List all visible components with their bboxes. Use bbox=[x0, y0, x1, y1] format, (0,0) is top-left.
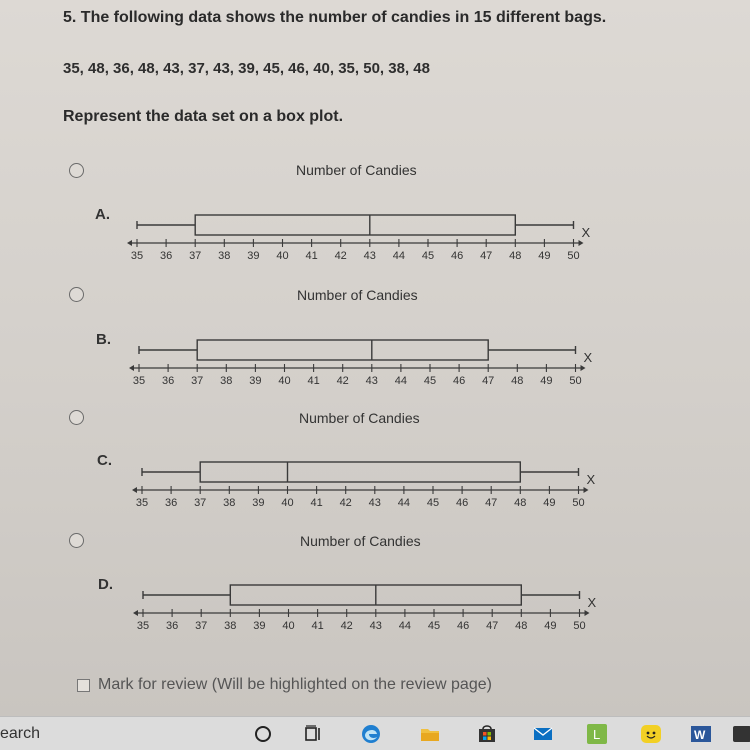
box-plot-d bbox=[130, 580, 600, 645]
axis-variable-label: X bbox=[586, 472, 596, 487]
tick-label: 41 bbox=[307, 375, 320, 387]
tick-label: 47 bbox=[486, 620, 499, 632]
tick-label: 46 bbox=[455, 497, 469, 509]
tick-label: 47 bbox=[485, 497, 498, 509]
option-letter-a: A. bbox=[95, 206, 110, 223]
svg-text:W: W bbox=[694, 728, 706, 742]
edge-icon[interactable] bbox=[360, 723, 382, 745]
review-checkbox[interactable] bbox=[77, 679, 90, 692]
tick-label: 47 bbox=[482, 375, 495, 387]
tick-label: 40 bbox=[278, 375, 291, 387]
box-plot-b bbox=[126, 335, 596, 400]
tick-label: 44 bbox=[394, 375, 408, 387]
option-c bbox=[0, 407, 750, 531]
option-letter-c: C. bbox=[97, 452, 112, 469]
tick-label: 37 bbox=[194, 497, 207, 509]
tick-label: 46 bbox=[452, 375, 466, 387]
axis-variable-label: X bbox=[583, 350, 593, 365]
tick-label: 38 bbox=[224, 620, 237, 632]
tick-label: 40 bbox=[282, 620, 295, 632]
tick-label: 44 bbox=[392, 250, 406, 262]
tick-label: 49 bbox=[538, 250, 551, 262]
box-plot-svg-b bbox=[126, 335, 596, 395]
tick-label: 41 bbox=[305, 250, 318, 262]
tick-label: 50 bbox=[573, 620, 586, 632]
tick-label: 39 bbox=[252, 497, 265, 509]
svg-text:L: L bbox=[593, 727, 601, 742]
radio-button-c[interactable] bbox=[69, 410, 84, 425]
tick-label: 36 bbox=[161, 375, 175, 387]
option-a bbox=[0, 160, 750, 284]
box-plot-c bbox=[129, 457, 599, 522]
tick-label: 40 bbox=[281, 497, 294, 509]
tick-label: 35 bbox=[130, 250, 144, 262]
axis-variable-label: X bbox=[587, 595, 597, 610]
left-arrow-icon bbox=[132, 487, 137, 493]
chat-app-icon[interactable] bbox=[640, 723, 662, 745]
right-arrow-icon bbox=[581, 365, 586, 371]
tick-label: 47 bbox=[480, 250, 493, 262]
taskbar bbox=[0, 716, 750, 750]
tick-label: 35 bbox=[132, 375, 146, 387]
tick-label: 48 bbox=[514, 497, 527, 509]
tick-label: 40 bbox=[276, 250, 289, 262]
left-arrow-icon bbox=[133, 610, 138, 616]
tick-label: 37 bbox=[191, 375, 204, 387]
tick-label: 48 bbox=[509, 250, 522, 262]
tick-label: 39 bbox=[249, 375, 262, 387]
tick-label: 42 bbox=[339, 497, 352, 509]
plot-title-b: Number of Candies bbox=[297, 287, 418, 303]
tick-label: 35 bbox=[136, 620, 150, 632]
iqr-box bbox=[195, 215, 515, 235]
right-arrow-icon bbox=[585, 610, 590, 616]
tick-label: 45 bbox=[427, 620, 441, 632]
box-plot-svg-d bbox=[130, 580, 600, 640]
learning-app-icon[interactable] bbox=[586, 723, 608, 745]
radio-button-d[interactable] bbox=[69, 533, 84, 548]
tick-label: 44 bbox=[397, 497, 411, 509]
option-letter-d: D. bbox=[98, 576, 113, 593]
tick-label: 39 bbox=[247, 250, 260, 262]
tick-label: 43 bbox=[365, 375, 378, 387]
tick-label: 36 bbox=[159, 250, 173, 262]
tick-label: 36 bbox=[165, 620, 179, 632]
tick-label: 46 bbox=[450, 250, 464, 262]
box-plot-svg-a bbox=[124, 210, 594, 270]
tick-label: 46 bbox=[456, 620, 470, 632]
tick-label: 48 bbox=[511, 375, 524, 387]
tick-label: 43 bbox=[363, 250, 376, 262]
tick-label: 50 bbox=[569, 375, 582, 387]
tick-label: 49 bbox=[540, 375, 553, 387]
left-arrow-icon bbox=[129, 365, 134, 371]
tick-label: 38 bbox=[223, 497, 236, 509]
store-icon[interactable] bbox=[476, 723, 498, 745]
tick-label: 37 bbox=[195, 620, 208, 632]
radio-button-b[interactable] bbox=[69, 287, 84, 302]
option-d bbox=[0, 530, 750, 654]
tick-label: 36 bbox=[164, 497, 178, 509]
plot-title-d: Number of Candies bbox=[300, 533, 421, 549]
right-arrow-icon bbox=[584, 487, 589, 493]
review-label: Mark for review (Will be highlighted on the review page) bbox=[98, 676, 492, 693]
app-icon[interactable] bbox=[732, 723, 750, 745]
tick-label: 41 bbox=[310, 497, 323, 509]
radio-button-a[interactable] bbox=[69, 163, 84, 178]
tick-label: 42 bbox=[334, 250, 347, 262]
tick-label: 41 bbox=[311, 620, 324, 632]
box-plot-svg-c bbox=[129, 457, 599, 517]
option-letter-b: B. bbox=[96, 331, 111, 348]
tick-label: 43 bbox=[368, 497, 381, 509]
question-data-line: 35, 48, 36, 48, 43, 37, 43, 39, 45, 46, 40, 35, 50, 38, 48 bbox=[63, 60, 430, 77]
tick-label: 39 bbox=[253, 620, 266, 632]
axis-variable-label: X bbox=[581, 225, 591, 240]
tick-label: 38 bbox=[220, 375, 233, 387]
tick-label: 42 bbox=[336, 375, 349, 387]
tick-label: 45 bbox=[423, 375, 437, 387]
tick-label: 42 bbox=[340, 620, 353, 632]
tick-label: 50 bbox=[567, 250, 580, 262]
mail-icon[interactable] bbox=[532, 723, 554, 745]
tick-label: 37 bbox=[189, 250, 202, 262]
question-instruction: Represent the data set on a box plot. bbox=[63, 108, 344, 125]
mark-for-review[interactable] bbox=[77, 674, 492, 696]
tick-label: 49 bbox=[544, 620, 557, 632]
plot-title-a: Number of Candies bbox=[296, 162, 417, 178]
tick-label: 44 bbox=[398, 620, 412, 632]
iqr-box bbox=[200, 462, 520, 482]
option-b bbox=[0, 285, 750, 409]
file-explorer-icon[interactable] bbox=[419, 723, 441, 745]
box-plot-a bbox=[124, 210, 594, 275]
iqr-box bbox=[197, 340, 488, 360]
left-arrow-icon bbox=[127, 240, 132, 246]
tick-label: 45 bbox=[426, 497, 440, 509]
plot-title-c: Number of Candies bbox=[299, 410, 420, 426]
cortana-circle-icon[interactable] bbox=[252, 723, 274, 745]
right-arrow-icon bbox=[579, 240, 584, 246]
task-view-icon[interactable] bbox=[302, 723, 324, 745]
word-icon[interactable] bbox=[690, 723, 712, 745]
taskbar-search[interactable]: earch bbox=[0, 725, 41, 742]
tick-label: 48 bbox=[515, 620, 528, 632]
tick-label: 35 bbox=[135, 497, 149, 509]
tick-label: 50 bbox=[572, 497, 585, 509]
tick-label: 49 bbox=[543, 497, 556, 509]
tick-label: 45 bbox=[421, 250, 435, 262]
tick-label: 38 bbox=[218, 250, 231, 262]
tick-label: 43 bbox=[369, 620, 382, 632]
question-title: 5. The following data shows the number of candies in 15 different bags. bbox=[63, 9, 607, 26]
